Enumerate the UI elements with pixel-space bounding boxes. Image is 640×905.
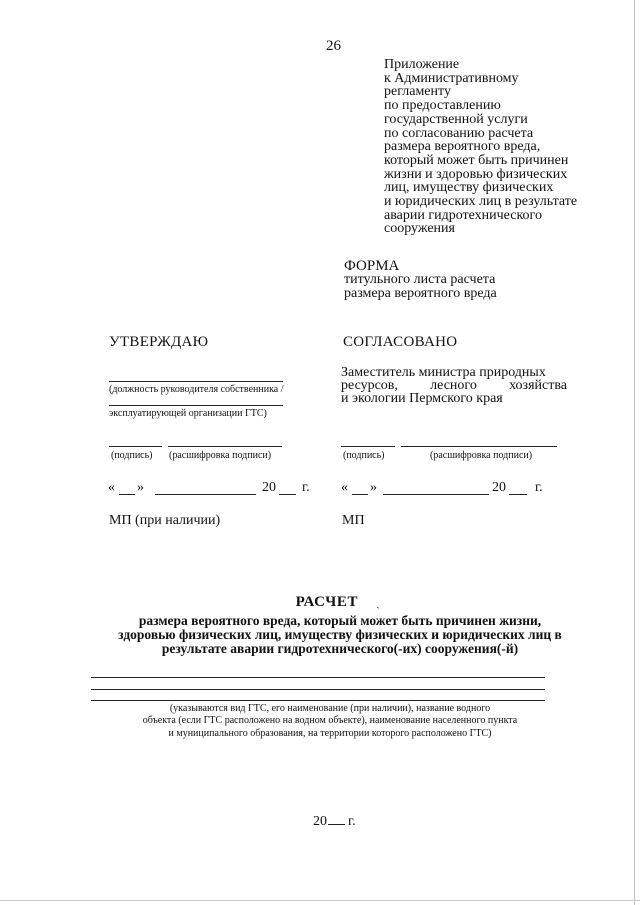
form-heading-line: титульного листа расчета [344, 272, 496, 287]
appendix-line: и юридических лиц в результате [384, 194, 578, 210]
page-number: 26 [326, 38, 341, 54]
date-open-quote: « [108, 480, 115, 495]
appendix-line: Приложение [384, 57, 460, 72]
deputy-word: ресурсов, [341, 378, 398, 393]
year-line[interactable] [279, 494, 296, 495]
date-open-quote: « [341, 480, 348, 495]
hint-line: (указываются вид ГТС, его наименование (при наличии), название водного [169, 703, 491, 714]
stray-mark: ˏ [376, 597, 381, 609]
appendix-line: по согласованию расчета [384, 125, 534, 141]
bottom-year [313, 812, 356, 830]
form-heading-line: размера вероятного вреда [344, 286, 497, 301]
hts-description-line[interactable] [91, 677, 545, 678]
page-edge-bottom [0, 900, 640, 901]
decoding-line[interactable] [168, 446, 282, 447]
year-prefix: 20 [262, 480, 276, 495]
deputy-word: лесного [430, 378, 477, 393]
hts-description-line[interactable] [91, 689, 545, 690]
hint-line: объекта (если ГТС расположено на водном объекте), наименование населенного пункта [142, 715, 518, 727]
day-line[interactable] [352, 494, 368, 495]
approve-title: УТВЕРЖДАЮ [109, 334, 209, 350]
appendix-line: регламенту [384, 84, 451, 100]
organization-hint: эксплуатирующей организации ГТС) [109, 408, 267, 419]
month-line[interactable] [383, 494, 489, 495]
decoding-hint: (расшифровка подписи) [430, 450, 533, 461]
appendix-line: к Административному [384, 70, 519, 86]
position-hint: (должность руководителя собственника / [109, 384, 284, 395]
calculation-title [0, 594, 640, 611]
bottom-year-suffix: г. [348, 814, 356, 829]
agree-title: СОГЛАСОВАНО [343, 334, 458, 350]
bottom-year-prefix: 20 [313, 814, 327, 829]
appendix-header [384, 58, 624, 236]
stamp-label: МП (при наличии) [109, 513, 221, 528]
deputy-line: и экологии Пермского края [341, 391, 503, 406]
date-close-quote: » [137, 480, 144, 495]
appendix-line: по предоставлению [384, 98, 501, 114]
year-suffix: г. [535, 480, 543, 495]
deputy-minister-title [341, 366, 567, 405]
hts-description-hint [100, 703, 560, 740]
appendix-line: который может быть причинен [384, 152, 569, 168]
stamp-label: МП [342, 513, 365, 528]
date-close-quote: » [370, 480, 377, 495]
deputy-word: хозяйства [509, 378, 567, 393]
year-line[interactable] [509, 494, 527, 495]
signature-hint: (подпись) [343, 450, 385, 461]
form-heading [344, 259, 497, 301]
year-suffix: г. [302, 480, 310, 495]
calculation-subtitle-line: результате аварии гидротехнического(-их) сооружения(-й) [161, 641, 519, 657]
bottom-year-line[interactable] [328, 812, 345, 825]
calculation-subtitle-line: размера вероятного вреда, который может быть причинен жизни, [138, 613, 542, 628]
appendix-line: размера вероятного вреда, [384, 139, 541, 155]
hts-description-line[interactable] [91, 700, 545, 701]
year-prefix: 20 [492, 480, 506, 495]
signature-line[interactable] [109, 446, 162, 447]
day-line[interactable] [119, 494, 135, 495]
month-line[interactable] [155, 494, 256, 495]
organization-line[interactable] [109, 405, 283, 406]
appendix-line: лиц, имуществу физических [384, 180, 554, 196]
deputy-line: Заместитель министра природных [341, 365, 546, 380]
page-edge-right [634, 0, 635, 905]
form-heading-title: ФОРМА [344, 258, 400, 274]
calculation-subtitle [70, 614, 610, 657]
decoding-hint: (расшифровка подписи) [169, 450, 272, 461]
position-line[interactable] [109, 381, 283, 382]
appendix-line: аварии гидротехнического [384, 207, 542, 223]
appendix-line: жизни и здоровью физических [384, 166, 568, 182]
hint-line: и муниципального образования, на территории которого расположено ГТС) [168, 727, 492, 739]
calculation-title-text: РАСЧЕТ [295, 594, 359, 610]
calculation-subtitle-line: здоровью физических лиц, имуществу физических и юридических лиц в [118, 627, 562, 643]
signature-hint: (подпись) [111, 450, 153, 461]
decoding-line[interactable] [401, 446, 557, 447]
signature-line[interactable] [341, 446, 395, 447]
appendix-line: государственной услуги [384, 111, 528, 127]
appendix-line: сооружения [384, 221, 455, 237]
